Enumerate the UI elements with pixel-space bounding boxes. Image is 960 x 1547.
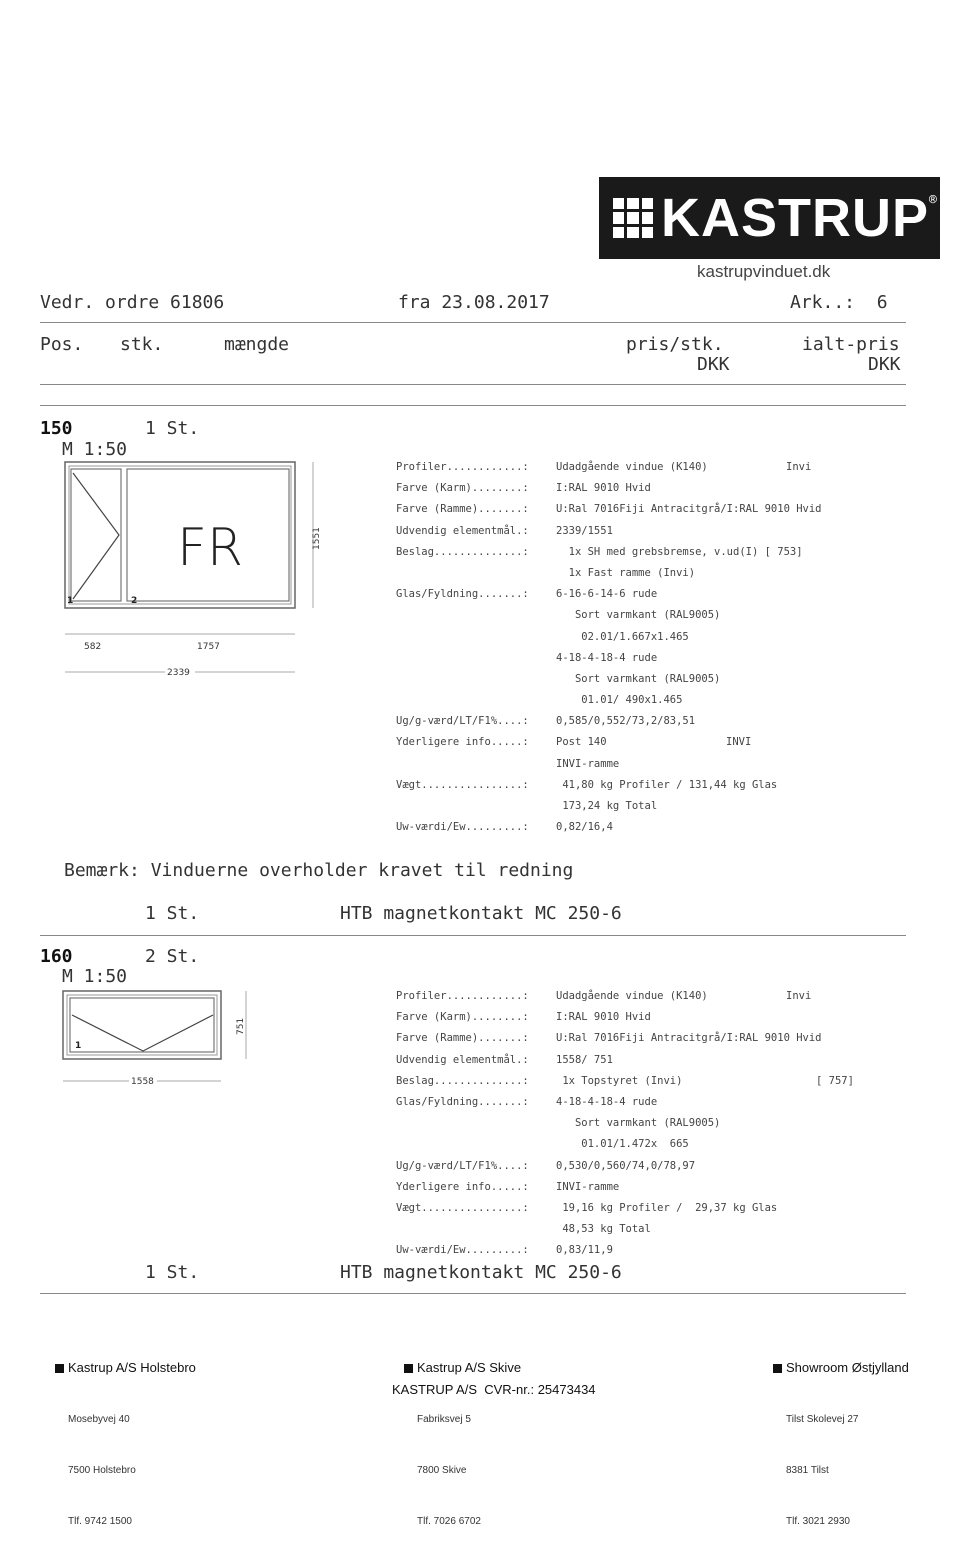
registered-mark: ® <box>929 193 937 208</box>
pos160-scale: M 1:50 <box>62 966 128 987</box>
sheet-number: Ark..: 6 <box>790 292 888 313</box>
order-date: fra 23.08.2017 <box>398 292 550 313</box>
spec-value: 02.01/1.667x1.465 <box>556 630 689 643</box>
spec-extra: Invi <box>786 990 812 1002</box>
spec-value: 1x Fast ramme (Invi) <box>556 566 696 579</box>
spec-value: 4-18-4-18-4 rude <box>556 1095 658 1108</box>
showroom-city: 8381 Tilst <box>786 1465 829 1476</box>
pos150-number: 150 <box>40 418 73 439</box>
spec-extra: Invi <box>786 461 812 473</box>
spec-key: Profiler............: <box>396 461 529 473</box>
col-pos: Pos. <box>40 334 84 355</box>
spec-value: I:RAL 9010 Hvid <box>556 1011 651 1024</box>
kastrup-logo <box>599 177 940 259</box>
spec-key: Udvendig elementmål.: <box>396 1053 529 1066</box>
col-price: pris/stk. <box>626 334 724 355</box>
pos150-dim-left: 582 <box>84 642 102 652</box>
footer-showroom <box>773 1322 909 1547</box>
spec-extra: INVI <box>726 736 752 749</box>
spec-key: Uw-værdi/Ew.........: <box>396 821 529 834</box>
spec-value: 2339/1551 <box>556 524 613 537</box>
holstebro-city: 7500 Holstebro <box>68 1465 136 1476</box>
showroom-phone: Tlf. 3021 2930 <box>786 1516 850 1527</box>
logo-grid-icon <box>613 198 653 238</box>
spec-value: Sort varmkant (RAL9005) <box>556 1117 721 1130</box>
pos160-height-label: 751 <box>236 1017 246 1035</box>
spec-key: Farve (Ramme).......: <box>396 1032 529 1045</box>
spec-value: Udadgående vindue (K140) <box>556 461 708 473</box>
spec-value: 48,53 kg Total <box>556 1223 651 1236</box>
footer-rule <box>40 1293 906 1294</box>
skive-city: 7800 Skive <box>417 1465 467 1476</box>
col-maengde: mængde <box>224 334 290 355</box>
pos150-pane-2: 2 <box>131 596 138 606</box>
pos-separator <box>40 935 906 936</box>
pos150-scale: M 1:50 <box>62 439 128 460</box>
holstebro-address: Mosebyvej 40 <box>68 1414 130 1425</box>
square-bullet-icon <box>773 1364 782 1373</box>
spec-value: 0,82/16,4 <box>556 821 613 834</box>
col-price-currency: DKK <box>697 354 730 375</box>
pos160-window-drawing <box>55 985 265 1090</box>
spec-value: 0,83/11,9 <box>556 1244 613 1257</box>
spec-key: Profiler............: <box>396 990 529 1002</box>
spec-key: Yderligere info.....: <box>396 1180 529 1193</box>
spec-key: Ug/g-værd/LT/F1%....: <box>396 715 529 728</box>
spec-value: 1x Topstyret (Invi) <box>556 1074 683 1087</box>
holstebro-title: Kastrup A/S Holstebro <box>68 1360 196 1375</box>
skive-address: Fabriksvej 5 <box>417 1414 471 1425</box>
square-bullet-icon <box>404 1364 413 1373</box>
spec-value: U:Ral 7016Fiji Antracitgrå/I:RAL 9010 Hvid <box>556 1032 822 1045</box>
skive-phone: Tlf. 7026 6702 <box>417 1516 481 1527</box>
showroom-address: Tilst Skolevej 27 <box>786 1414 859 1425</box>
spec-value: I:RAL 9010 Hvid <box>556 482 651 495</box>
company-cvr: KASTRUP A/S CVR-nr.: 25473434 <box>392 1382 596 1397</box>
header-rule <box>40 322 906 323</box>
spec-key: Ug/g-værd/LT/F1%....: <box>396 1159 529 1172</box>
spec-key: Yderligere info.....: <box>396 736 529 749</box>
spec-key: Vægt................: <box>396 1201 529 1214</box>
spec-value: Udadgående vindue (K140) <box>556 990 708 1002</box>
spec-key: Farve (Karm)........: <box>396 1011 529 1024</box>
pos150-opening-line <box>73 473 119 599</box>
showroom-title: Showroom Østjylland <box>786 1360 909 1375</box>
spec-value: INVI-ramme <box>556 757 620 770</box>
spec-value: 01.01/1.472x 665 <box>556 1138 689 1151</box>
pos160-pane-1: 1 <box>75 1041 82 1051</box>
pos160-frame <box>63 991 221 1059</box>
spec-extra: [ 757] <box>816 1074 854 1087</box>
spec-key: Glas/Fyldning.......: <box>396 1095 529 1108</box>
spec-key: Beslag..............: <box>396 545 529 558</box>
spec-value: Post 140 <box>556 736 607 749</box>
pos150-window-drawing <box>55 455 330 690</box>
spec-value: U:Ral 7016Fiji Antracitgrå/I:RAL 9010 Hvid <box>556 503 822 516</box>
pos160-number: 160 <box>40 946 73 967</box>
pos150-dim-right: 1757 <box>197 642 220 652</box>
pos150-sash-1 <box>71 469 121 601</box>
spec-value: Sort varmkant (RAL9005) <box>556 609 721 622</box>
spec-value: 4-18-4-18-4 rude <box>556 651 658 664</box>
footer-holstebro <box>55 1322 196 1547</box>
spec-key: Uw-værdi/Ew.........: <box>396 1244 529 1257</box>
spec-value: 0,530/0,560/74,0/78,97 <box>556 1159 696 1172</box>
order-number: Vedr. ordre 61806 <box>40 292 225 313</box>
pos150-height-label: 1551 <box>312 527 322 550</box>
spec-key: Udvendig elementmål.: <box>396 524 529 537</box>
spec-value: Sort varmkant (RAL9005) <box>556 672 721 685</box>
square-bullet-icon <box>55 1364 64 1373</box>
pos160-opening-line <box>72 1015 213 1051</box>
holstebro-phone: Tlf. 9742 1500 <box>68 1516 132 1527</box>
pos160-qty: 2 St. <box>145 946 200 967</box>
col-stk: stk. <box>120 334 164 355</box>
skive-title: Kastrup A/S Skive <box>417 1360 522 1375</box>
spec-key: Farve (Karm)........: <box>396 482 529 495</box>
footer-skive <box>404 1322 521 1547</box>
column-rule <box>40 384 906 385</box>
spec-value: 01.01/ 490x1.465 <box>556 694 683 707</box>
spec-key: Vægt................: <box>396 778 529 791</box>
website: kastrupvinduet.dk <box>697 262 831 281</box>
col-total-currency: DKK <box>868 354 901 375</box>
pos150-fr-label: FR <box>177 518 244 578</box>
spec-key: Farve (Ramme).......: <box>396 503 529 516</box>
pos160-addon-text: HTB magnetkontakt MC 250-6 <box>340 1262 622 1283</box>
pos160-dim-total: 1558 <box>131 1077 154 1087</box>
spec-value: INVI-ramme <box>556 1180 620 1193</box>
logo-wordmark: KASTRUP <box>661 188 930 248</box>
spec-value: 0,585/0,552/73,2/83,51 <box>556 715 696 728</box>
pos150-addon-text: HTB magnetkontakt MC 250-6 <box>340 903 622 924</box>
spec-value: 19,16 kg Profiler / 29,37 kg Glas <box>556 1201 778 1214</box>
pos150-dim-total: 2339 <box>167 668 190 678</box>
column-rule-2 <box>40 405 906 406</box>
spec-value: 173,24 kg Total <box>556 800 658 812</box>
spec-value: 6-16-6-14-6 rude <box>556 588 658 601</box>
pos150-qty: 1 St. <box>145 418 200 439</box>
spec-value: 41,80 kg Profiler / 131,44 kg Glas <box>556 778 778 791</box>
pos150-pane-1: 1 <box>67 596 74 606</box>
col-total: ialt-pris <box>802 334 900 355</box>
spec-value: 1x SH med grebsbremse, v.ud(I) [ 753] <box>556 545 803 558</box>
spec-key: Beslag..............: <box>396 1074 529 1087</box>
pos150-addon-qty: 1 St. <box>145 903 200 924</box>
spec-key: Glas/Fyldning.......: <box>396 588 529 601</box>
pos150-remark: Bemærk: Vinduerne overholder kravet til redning <box>64 860 574 881</box>
spec-value: 1558/ 751 <box>556 1053 613 1066</box>
pos160-addon-qty: 1 St. <box>145 1262 200 1283</box>
